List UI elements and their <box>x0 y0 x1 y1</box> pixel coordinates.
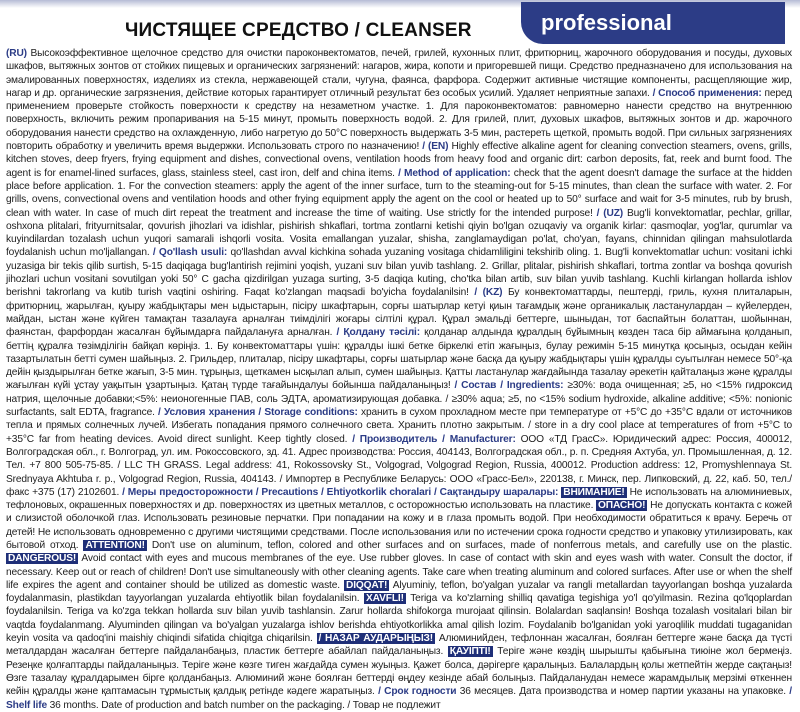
label-body-text <box>6 47 793 711</box>
kz-method: қолданар алдында құралдың бұйымның көзден таса бір аймағына қолданып, беттің құралға төзімділігін байқап көріңіз. 1. Бу конвектоматтары үшін: құралды ішкі бетке біркелкі етіп жағыңыз, булау режимін 5-15 минутқа қосыңыз, осыдан кейін тазартылатын бетті сумен шайыңыз. 2. Грильдер, плиталар, пісіру шкафтары, сорғы шатырлар және басқа да қуыру жабдықтары үшін құралды суытылған немесе 50°-қа дейін қыздырылған бетке жағып, 3-5 мин. тұрыңыз, щеткамен ысқылап алып, сумен шайыңыз. Қатты ластанулар жағдайында тазалау әрекетін қайталаңыз және құралды жағылған күйі ұстау уақытын ұзартыңыз. Қатаң түрде тағайындалуы бойынша пайдаланыңыз! <box>6 327 792 392</box>
ru-method-label: / Способ применения: <box>649 87 762 99</box>
uz-warning: Alyuminiy, teflon, bo'yalgan yuzalar va rangli metallardan tayyorlangan boshqa yuzalarda foydalanmasin, plastikdan tayyorlangan yuzalarda ehtiyotlik bilan foydalanilsin. <box>6 579 792 605</box>
danger-badge-kz: ҚАУІПТІ! <box>449 646 491 658</box>
danger-badge-en: DANGEROUS! <box>8 553 77 565</box>
danger-badge-uz: XAVFLI! <box>366 593 404 605</box>
ru-method: перед применением проверьте стойкость поверхности к средству на незаметном участке. 1. Для пароконвектоматов: равномерно нанести средство на внутреннюю поверхность, включить режим пропаривания на 5-15 минут, промыть поверхность водой. 2. Для грилей, плит, духовых шкафов, вытяжных зонтов и др. жарочного оборудования нанести средство на охлажденную, либо нагретую до 50°C поверхность выдержать 3-5 мин, растереть щеткой, промыть водой. При сильных загрязнениях повторить обработку и увеличить время выдержки. Использовать строго по назначению! <box>6 87 792 153</box>
uz-danger: Teriga va ko'zlarning shilliq qavatiga tegishiga yo'l qo'yilmasin. Rezina qo'lqoplardan foydalanilsin. Teriga va ko'zga tekkan hollarda suv bilan yuvib tashlansin. Zarur hollarda shifokorga murojaat qilinsin. Bolalardan saqlansin! Boshqa tozalash vositalari bilan bir vaqtda foydalanmang. Alyuminden qilingan va bo'yalgan yuzalarga ishlov berishda ehtiyotkorlikka amal qilish lozim. Foydalanib bo'lganidan yoki yaroqlilik muddati tugaganidan keyin vosita va qadoq'ini maishiy chiqindi sifatida chiqitga chiqarilsin. <box>6 593 792 645</box>
lang-tag-ru: (RU) <box>6 48 27 59</box>
danger-badge-ru: ОПАСНО! <box>598 500 646 512</box>
shelf-life-label: / Срок годности <box>374 686 457 698</box>
kz-warning: Алюминийден, тефлоннан жасалған, боялған беттерге және басқа да түсті металдардан жасалған беттерге пайдаланбаңыз, пластик беттерге абайлап пайдаланыңыз. <box>6 633 793 658</box>
professional-badge <box>521 2 785 44</box>
kz-danger: Теріге және көздің шырышты қабығына тиюіне жол бермеңіз. Резеңке қолғаптарды пайдаланыңыз. Теріге және көзге тиген жағдайда сумен жуыңыз. Қажет болса, дәрігерге қаралыңыз. Балалардың қолы жетпейтін жерде сақтаңыз! Өзге тазалау құралдарымен бірге қолданбаңыз. Алюминий және боялған беттерді өңдеу кезінде абай болыңыз. Пайдаланудан немесе жарамдылық мерзімі өткеннен кейін құралды және қаптамасын тұрмыстық қалдық ретінде кәдеге жаратыңыз. <box>6 646 792 698</box>
storage-label: / Условия хранения / Storage conditions: <box>154 407 358 419</box>
manufacturer-label: / Производитель / Manufacturer: <box>347 433 516 445</box>
en-description: Highly effective alkaline agent for cleaning convection steamers, ovens, grills, kitchen stoves, deep fryers, frying equipment and dishes, convectional ovens, ventilation hoods from heavy food and organic dirt: carbon deposits, fat, reek and burnt food. The agent is for enamel-lined surfaces, glass, stainless steel, cast iron, delf and china items. <box>6 141 792 179</box>
en-method: check that the agent doesn't damage the surface at the hidden place before application. 1. For the convection steamers: apply the agent of the inner surface, turn to the steaming-out for 5-15 minutes, than clean the surface with water. 2. For grills, ovens, convectional ovens and ventilation hoods and other frying equipment apply the agent on the cool or heated up to 50° surface and wait for 3-5 minutes, rub by brush, clean with water. In case of much dirt repeat the treatment and increase the time of waiting. Use strictly for the intended purpose! <box>6 167 793 219</box>
manufacturer: ООО «ТД ГрасС». Юридический адрес: Россия, 400012, Волгоградская обл., г. Волгоград, ул. им. Рокоссовского, зд. 41. Адрес производства: Россия, 404143, Волгоградская обл., р. п. Средняя Ахтуба, ул. Промышленная, д. 12. Тел. +7 800 505-75-85. / LLC TH GRASS. Legal address: 41, Rokossovsky St., Volgograd, Volgograd Region, Russia, 400012. Production address: 12, Promyshlennaya St. Srednyaya Akhtuba r. p., Volgograd Region, Russia, 404143. / Импортер в Республике Беларусь: ООО «Грасс-Бел», 220138, г. Минск, пер. Липковский, д. 22, каб. 50, тел./ факс +375 (17) 2102601. <box>6 433 792 498</box>
lang-tag-en: / (EN) <box>419 141 449 153</box>
ru-danger: Не допускать контакта с кожей и слизистой оболочкой глаз. Использовать резиновые перчатки. При попадании на кожу и в глаза промыть водой. При необходимости обратиться к врачу. Беречь от детей! Не использовать одновременно с другими чистящими средствами. После использования или по истечении срока годности средство и упаковку утилизировать, как бытовой отход. <box>6 500 792 551</box>
en-danger: Avoid contact with eyes and mucous membranes of the eye. Use rubber gloves. In case of contact with skin and eyes wash with water. Consult the doctor, if necessary. Keep out or reach of children! Don't use simultaneously with other cleaning agents. Take care when treating aluminum and colored surfaces. After use or when the shelf life expires the agent and container should be utilized as domestic waste. <box>6 553 792 591</box>
ru-warning: Не использовать на алюминиевых, тефлоновых, окрашенных поверхностях и др. поверхностях из цветных металлов, с осторожностью использовать на пластике. <box>6 486 792 512</box>
storage: хранить в сухом прохладном месте при температуре от +5°С до +35°С вдали от источников тепла и прямых солнечных лучей. Избегать попадания прямого солнечного света. Хранить плотно закрытым. / store in a dry cool place at temperatures of from +5°C to +35°C far from heating devices. Avoid direct sunlight. Keep tightly closed. <box>6 407 792 445</box>
warning-badge-uz: DIQQAT! <box>346 579 388 591</box>
shelf-life-en-label: / Shelf life <box>6 686 792 711</box>
kz-method-label: / Қолдану тәсілі: <box>332 327 420 339</box>
kz-description: Бу конвектоматтарды, пештерді, гриль, кухня плиталарын, фритюрниц, жарылған, қуыру жабдықтары мен ыдыстарын, пісіру шкафтарын, сорғы шатырлар кетуі қиын тағамдық және органикалық ластанулардан – күйелерден, майдан, ыстан және күйген тамақтан тазалауға арналған тиімділігі жоғары сілтілі құрал. Құрал эмальді беттерге, шыныдан, тот баспайтын болаттан, шойыннан, фаянстан, фарфордан жасалған бұйымдарға пайдалануға арналған. <box>6 287 792 339</box>
warning-badge-en: ATTENTION! <box>85 539 145 551</box>
lang-tag-uz: / (UZ) <box>592 207 624 219</box>
shelf-life: 36 месяцев. Дата производства и номер партии указаны на упаковке. <box>456 686 786 698</box>
paragraph <box>6 47 792 712</box>
composition: ≥30%: вода очищенная; ≥5, но <15% гидроксид натрия, щелочные добавки;<5%: неионогенные ПАВ, соль ЭДТА, ароматизирующая добавка. / ≥30% aqua; ≥5, no <15% sodium hydroxide, alkaline additive; <5%: nonionic surfactants, salt EDTA, fragrance. <box>6 380 792 419</box>
ru-description: Высокоэффективное щелочное средство для очистки пароконвектоматов, печей, грилей, кухонных плит, фритюрниц, жарочного оборудования и посуды, духовых шкафов, вытяжных зонтов от стойких пищевых и органических загрязнений: нагаров, жира, копоти и пригоревшей пищи. Средство предназначено для использования на эмалированных поверхностях, изделиях из стекла, нержавеющей стали, чугуна, фаянса, фарфора. Содержит активные чистящие компоненты, расщепляющие жир, нагар и др. органические загрязнения, действие которых гарантирует отличный результат без особых усилий. Удаляет неприятные запахи. <box>6 48 792 99</box>
product-title: ЧИСТЯЩЕЕ СРЕДСТВО / CLEANSER <box>125 20 472 41</box>
en-method-label: / Method of application: <box>394 167 511 179</box>
uz-method: qo'llashdan avval kichkina sohada yuzaning vositaga chidamliligini tekshirib oling. 1. Bug'li konvektomatlar uchun: vositani ichki yuzasiga bir tekis qilib surtish, 5-15 daqiqaga bug'lantirish rejimini yoqish, yuzani suv bilan yuvib tashlang. 2. Grillar, plitalar, pishirish shkaflari, tortma zontlar va boshqa qovurish jihozlari uchun vositani sovutilgan yoki 50° C gacha qizdirilgan yuzaga surting, 3-5 daqiqa kuting, cho'tka bilan artib, suv bilan yuvib tashlang. Kuchli kirlangan hollarda ishlov berishni takrorlang va kutib turish vaqtini oshiring. Faqat ko'zlangan maqsadi bo'yicha foydalanilsin! <box>6 247 792 299</box>
composition-label: / Состав / Ingredients: <box>450 380 564 392</box>
lang-tag-kz: / (KZ) <box>468 287 503 299</box>
badge-text: professional <box>541 10 672 35</box>
shelf-life-en: 36 months. Date of production and batch number on the packaging. / Товар не подлежит <box>46 699 441 711</box>
precautions-label: / Меры предосторожности / Precautions / Ehtiyotkorlik choralari / Сақтандыру шаралары: <box>119 486 559 498</box>
en-warning: Don't use on aluminum, teflon, colored and other surfaces and on surfaces, made of nonferrous metals, and carefully use on the plastic. <box>146 539 793 551</box>
uz-method-label: / Qo'llash usuli: <box>149 247 228 259</box>
uz-description: Bug'li konvektomatlar, pechlar, grillar, oshxona plitalari, frityurnitsalar, qovurish jihozlari va idishlar, pishirish shkaflari, tortma zontlarni ketishi qiyin bo'lgan ozuqaviy va organik kirlar: qasmoqlar, yog'lar, qurumlar va kuyindilardan tozalash uchun yuqori samarali ishqorli vosita. Vosita emallangan yuzalar, shisha, zanglamaydigan po'lat, cho'yan, fayans, chinnidan qilingan mahsulotlarda foydalanish uchun mo'ljallangan. <box>6 207 792 259</box>
warning-badge-kz: / НАЗАР АУДАРЫҢЫЗ! <box>318 633 434 645</box>
warning-badge-ru: ВНИМАНИЕ! <box>563 486 625 498</box>
